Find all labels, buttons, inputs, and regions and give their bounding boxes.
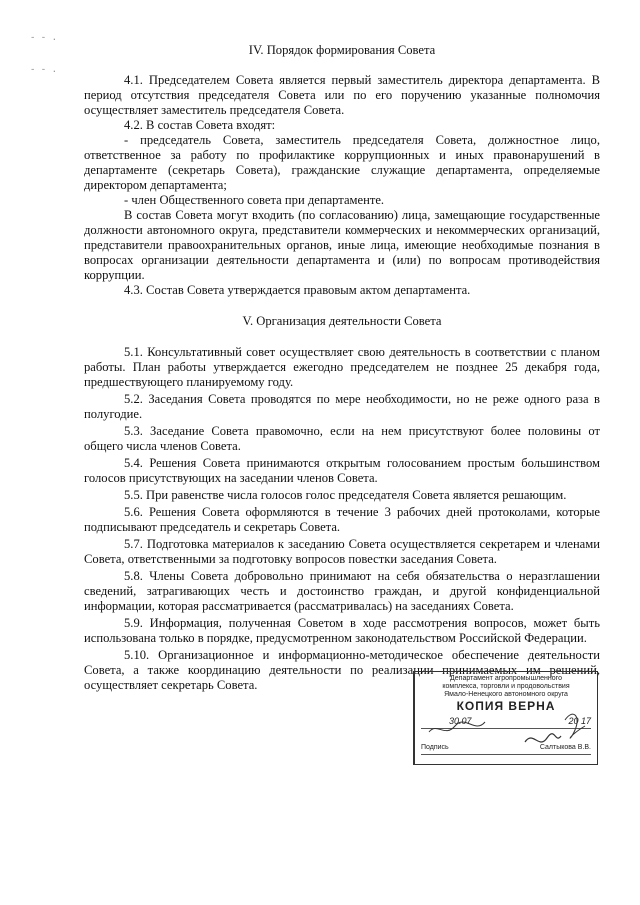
- stamp-date-handwritten: 30.07: [449, 716, 472, 726]
- paragraph-5-10: 5.10. Организационное и информационно-методическое обеспечение деятельности Совета, а также координацию деятельности по реализации принимаемых им решений, осуществляет секретарь Совета.: [84, 648, 600, 692]
- paragraph-5-1: 5.1. Консультативный совет осуществляет свою деятельность в соответствии с планом работы. План работы утверждается ежегодно председателем не позднее 25 декабря года, предшествующего планируемому году.: [84, 345, 600, 389]
- stamp-sign-name: Салтыкова В.В.: [539, 744, 591, 751]
- stamp-year: 20 17: [568, 716, 591, 726]
- paragraph-5-2: 5.2. Заседания Совета проводятся по мере необходимости, но не реже одного раза в полугодие.: [84, 392, 600, 421]
- paragraph-5-9: 5.9. Информация, полученная Советом в ходе рассмотрения вопросов, может быть использована только в порядке, предусмотренном законодательством Российской Федерации.: [84, 616, 600, 645]
- paragraph-5-6: 5.6. Решения Совета оформляются в течение 3 рабочих дней протоколами, которые подписывают председатель и секретарь Совета.: [84, 505, 600, 534]
- paragraph-5-3: 5.3. Заседание Совета правомочно, если на нем присутствуют более половины от общего числа членов Совета.: [84, 424, 600, 453]
- margin-mark: - - .: [30, 65, 58, 75]
- certified-copy-stamp: [413, 671, 598, 765]
- paragraph-5-8: 5.8. Члены Совета добровольно принимают на себя обязательства о неразглашении сведений, затрагивающих честь и достоинство граждан, и другой конфиденциальной информации, которая рассматривается (рассматривалась) на заседаниях Совета.: [84, 569, 600, 613]
- margin-mark: - - .: [30, 33, 58, 43]
- margin-marks: [30, 22, 57, 86]
- paragraph-5-4: 5.4. Решения Совета принимаются открытым голосованием простым большинством голосов присутствующих на заседании членов Совета.: [84, 456, 600, 485]
- paragraph-5-7: 5.7. Подготовка материалов к заседанию Совета осуществляется секретарем и членами Совета, ответственными за подготовку вопросов повестки заседания Совета.: [84, 537, 600, 566]
- paragraph-4-2: 4.2. В состав Совета входят:: [124, 118, 276, 132]
- stamp-title: КОПИЯ ВЕРНА: [456, 699, 556, 713]
- stamp-sign-label: Подпись: [421, 744, 449, 751]
- paragraph-5-5: 5.5. При равенстве числа голосов голос председателя Совета является решающим.: [124, 488, 567, 502]
- stamp-line-2: комплекса, торговли и продовольствия: [442, 683, 570, 690]
- paragraph-4-2-note: В состав Совета могут входить (по согласованию) лица, замещающие государственные должности автономного округа, представители коммерческих и некоммерческих организаций, представители правоохранительных органов, иные лица, имеющие необходимые познания в вопросах организации деятельности департамента и (или) по вопросам противодействия коррупции.: [84, 208, 600, 282]
- section-5-heading: V. Организация деятельности Совета: [242, 314, 442, 328]
- section-4-heading: IV. Порядок формирования Совета: [248, 43, 436, 57]
- paragraph-4-2-item-1: - председатель Совета, заместитель председателя Совета, должностное лицо, ответственное за работу по профилактике коррупционных и иных правонарушений в департаменте (секретарь Совета), гражданские служащие департамента, определяемые директором департамента;: [84, 133, 600, 192]
- paragraph-4-3: 4.3. Состав Совета утверждается правовым актом департамента.: [124, 283, 471, 297]
- handwritten-signature-icon: [415, 672, 597, 764]
- paragraph-4-2-item-2: - член Общественного совета при департаменте.: [124, 193, 385, 207]
- stamp-line-1: Департамент агропромышленного: [450, 675, 562, 682]
- document-body: [84, 43, 600, 693]
- paragraph-4-1: 4.1. Председателем Совета является первый заместитель директора департамента. В период отсутствия председателя Совета или по его поручению указанные полномочия осуществляет заместитель председателя Совета.: [84, 73, 600, 117]
- stamp-line-3: Ямало-Ненецкого автономного округа: [444, 691, 568, 698]
